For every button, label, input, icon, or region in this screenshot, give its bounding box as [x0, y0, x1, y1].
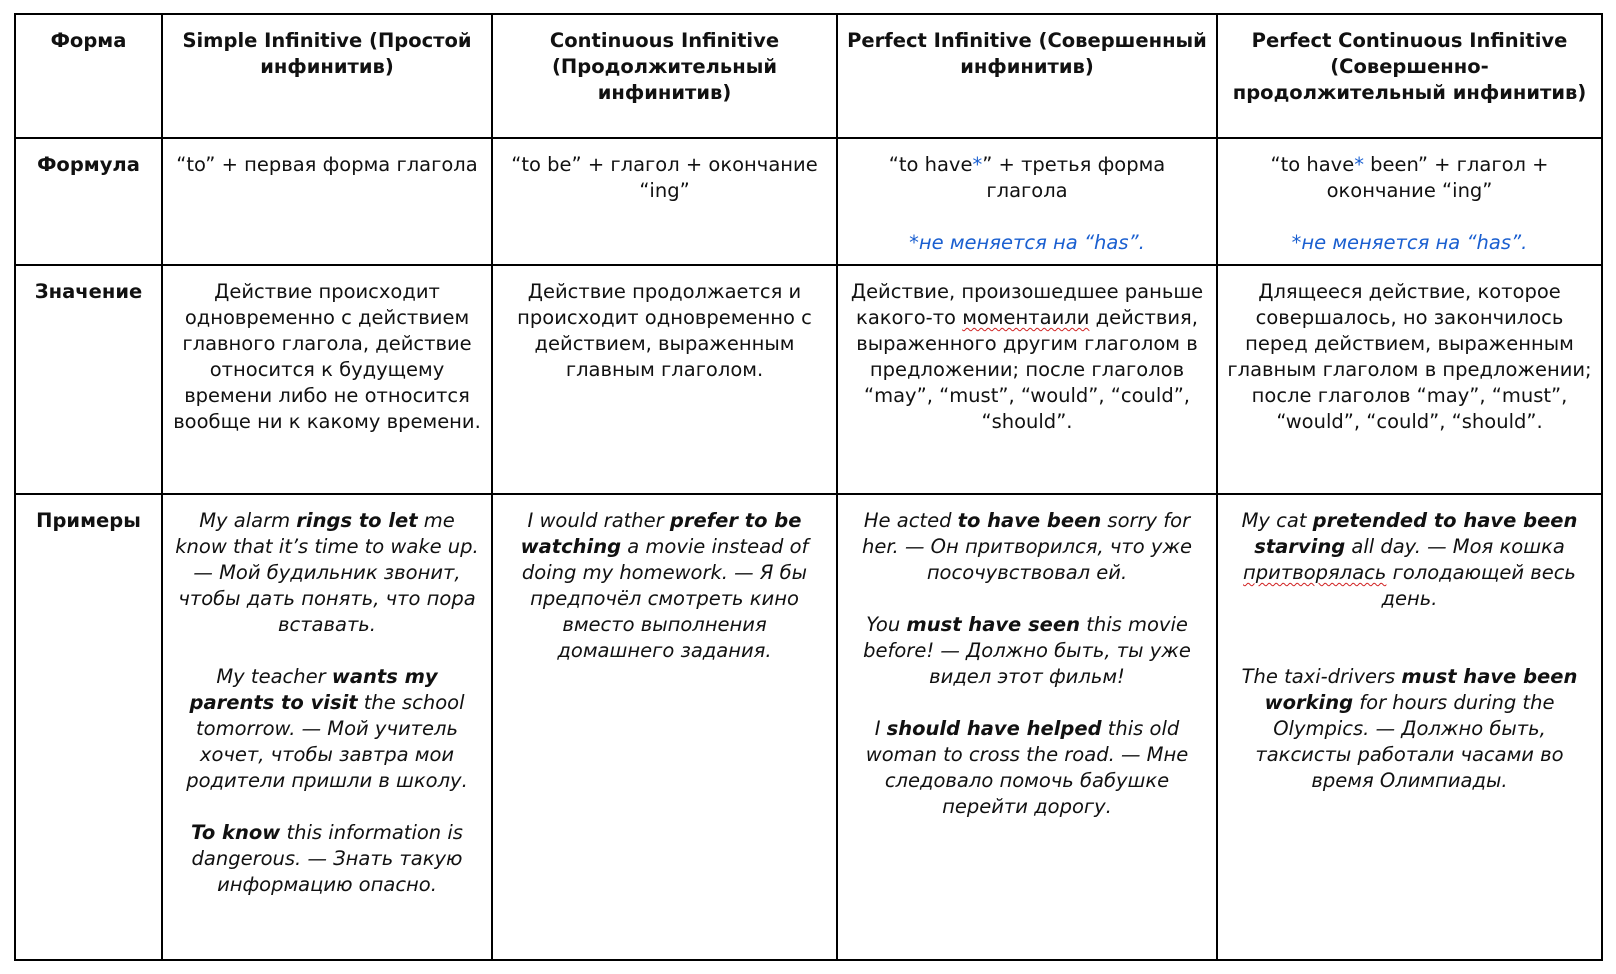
footnote: *не меняется на “has”.: [909, 231, 1145, 254]
examples-cell-perfect: [837, 494, 1217, 960]
example-highlight: prefer to be watching: [520, 509, 802, 558]
example-sentence: [171, 664, 483, 794]
example-sentence: [846, 508, 1208, 586]
example-text: The taxi-drivers: [1241, 665, 1402, 688]
example-text: I: [874, 717, 887, 740]
example-sentence: [171, 508, 483, 638]
example-highlight: should have helped: [886, 717, 1102, 740]
example-highlight: rings to let: [296, 509, 418, 532]
example-text: My teacher: [216, 665, 332, 688]
example-text: all day. — Моя кошка: [1345, 535, 1565, 558]
asterisk-marker: *: [972, 153, 983, 176]
example-highlight: wants my parents to visit: [189, 665, 438, 714]
form-header-cell: Форма: [15, 14, 162, 138]
example-text: He acted: [863, 509, 958, 532]
example-text: the school tomorrow. — Мой учитель хочет, чтобы завтра мои родители пришли в школу.: [186, 691, 468, 792]
formula-text: “to be” + глагол + окончание “ing”: [511, 153, 818, 202]
examples-row: [15, 494, 1602, 960]
example-sentence: [846, 716, 1208, 820]
formula-row: [15, 138, 1602, 265]
example-sentence: [501, 508, 828, 664]
example-highlight: To know: [191, 821, 281, 844]
example-text: You: [866, 613, 907, 636]
formula-cell-continuous: [492, 138, 837, 265]
perfect-continuous-infinitive-header: Perfect Continuous Infinitive (Совершенно-продолжительный инфинитив): [1217, 14, 1602, 138]
examples-cell-continuous: [492, 494, 837, 960]
infinitive-forms-table: [14, 13, 1603, 961]
example-sentence: [846, 612, 1208, 690]
formula-cell-simple: [162, 138, 492, 265]
meaning-text: Действие, произошедшее раньше какого-то: [850, 280, 1204, 329]
spellcheck-flagged-word[interactable]: притворялась: [1243, 561, 1387, 584]
examples-label: Примеры: [15, 494, 162, 960]
example-sentence: [171, 820, 483, 898]
simple-infinitive-header: Simple Infinitive (Простой инфинитив): [162, 14, 492, 138]
meaning-label: Значение: [15, 265, 162, 494]
formula-text: “to have: [1270, 153, 1355, 176]
meaning-cell-perfect: [837, 265, 1217, 494]
meaning-row: [15, 265, 1602, 494]
example-text: a movie instead of doing my homework. — Я бы предпочёл смотреть кино вместо выполнения домашнего задания.: [521, 535, 809, 662]
example-text: for hours during the Olympics. — Должно быть, таксисты работали часами во время Олимпиады.: [1255, 691, 1564, 792]
continuous-infinitive-header: Continuous Infinitive (Продолжительный инфинитив): [492, 14, 837, 138]
example-text: I would rather: [527, 509, 670, 532]
formula-text-rest: been” + глагол + окончание “ing”: [1326, 153, 1549, 202]
example-text: My alarm: [199, 509, 297, 532]
formula-text: “to have: [888, 153, 973, 176]
meaning-text-rest: действия, выраженного другим глаголом в предложении; после глаголов “may”, “must”, “would”, “could”, “should”.: [856, 306, 1198, 433]
example-text: this movie before! — Должно быть, ты уже видел этот фильм!: [863, 613, 1191, 688]
formula-label: Формула: [15, 138, 162, 265]
perfect-infinitive-header: Perfect Infinitive (Совершенный инфинитив): [837, 14, 1217, 138]
example-text: this information is dangerous. — Знать такую информацию опасно.: [191, 821, 463, 896]
formula-text: “to” + первая форма глагола: [176, 153, 478, 176]
meaning-cell-simple: Действие происходит одновременно с действием главного глагола, действие относится к будущему времени либо не относится вообще ни к какому времени.: [162, 265, 492, 494]
example-sentence: [1226, 508, 1593, 612]
example-highlight: must have been working: [1264, 665, 1578, 714]
spellcheck-flagged-word[interactable]: моментаили: [962, 306, 1090, 329]
meaning-cell-perfect-continuous: Длящееся действие, которое совершалось, но закончилось перед действием, выраженным главным глаголом в предложении; после глаголов “may”, “must”, “would”, “could”, “should”.: [1217, 265, 1602, 494]
asterisk-marker: *: [1354, 153, 1364, 176]
formula-cell-perfect-continuous: [1217, 138, 1602, 265]
example-text: this old woman to cross the road. — Мне следовало помочь бабушке перейти дорогу.: [865, 717, 1189, 818]
examples-cell-perfect-continuous: [1217, 494, 1602, 960]
meaning-cell-continuous: Действие продолжается и происходит одновременно с действием, выраженным главным глаголом.: [492, 265, 837, 494]
example-highlight: must have seen: [906, 613, 1081, 636]
example-text: My cat: [1241, 509, 1313, 532]
example-highlight: pretended to have been starving: [1254, 509, 1578, 558]
example-sentence: [1226, 664, 1593, 794]
header-row: [15, 14, 1602, 138]
formula-text-rest: ” + третья форма глагола: [982, 153, 1166, 202]
example-highlight: to have been: [957, 509, 1102, 532]
footnote: *не меняется на “has”.: [1291, 231, 1528, 254]
formula-cell-perfect: [837, 138, 1217, 265]
example-text: me know that it’s time to wake up. — Мой будильник звонит, чтобы дать понять, что пора вставать.: [175, 509, 479, 636]
example-text: sorry for her. — Он притворился, что уже посочувствовал ей.: [861, 509, 1193, 584]
examples-cell-simple: [162, 494, 492, 960]
example-text: голодающей весь день.: [1381, 561, 1576, 610]
